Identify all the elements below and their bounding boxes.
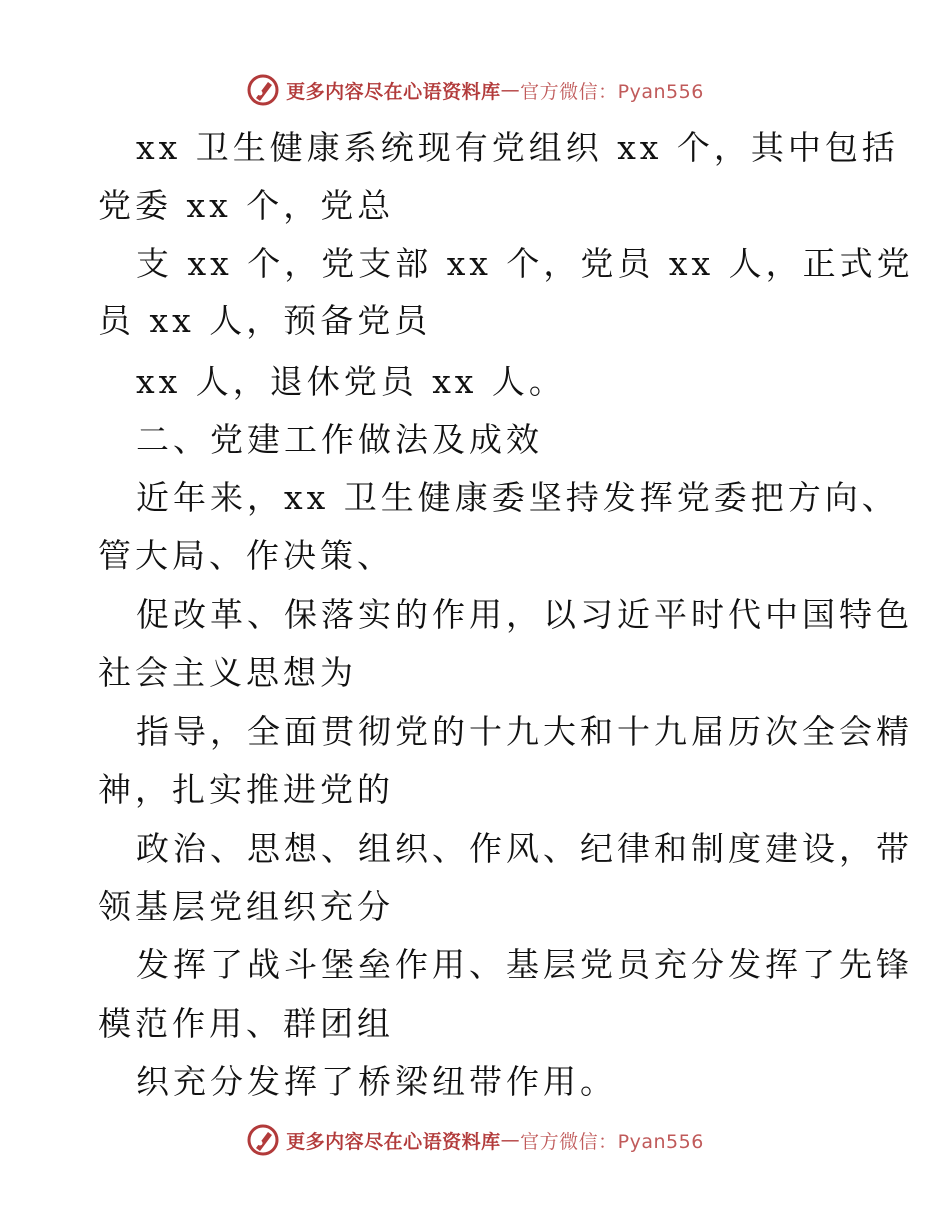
text-line: 政治、思想、组织、作风、纪律和制度建设，带	[136, 829, 913, 868]
header-watermark	[0, 72, 950, 108]
footer-watermark	[0, 1122, 950, 1158]
watermark-separator: —	[500, 1129, 521, 1151]
text-line: 支 xx 个，党支部 xx 个，党员 xx 人，正式党	[136, 244, 914, 283]
text-line: 管大局、作决策、	[98, 536, 394, 575]
watermark-main-text: 更多内容尽在心语资料库	[286, 1130, 501, 1153]
pen-logo-icon	[246, 1123, 280, 1157]
watermark-contact: 官方微信：Pyan556	[520, 80, 704, 103]
watermark-separator: —	[500, 79, 521, 101]
text-line: 领基层党组织充分	[98, 887, 394, 926]
text-line: xx 卫生健康系统现有党组织 xx 个，其中包括	[136, 128, 899, 167]
text-line: xx 人，退休党员 xx 人。	[136, 362, 566, 401]
watermark-contact: 官方微信：Pyan556	[520, 1130, 704, 1153]
text-line: 党委 xx 个，党总	[98, 186, 395, 225]
text-line: 指导，全面贯彻党的十九大和十九届历次全会精	[136, 712, 913, 751]
text-line: 促改革、保落实的作用，以习近平时代中国特色	[136, 595, 913, 634]
text-line: 近年来，xx 卫生健康委坚持发挥党委把方向、	[136, 478, 899, 517]
section-heading: 二、党建工作做法及成效	[136, 420, 543, 459]
text-line: 织充分发挥了桥梁纽带作用。	[136, 1062, 617, 1101]
text-line: 神，扎实推进党的	[98, 770, 394, 809]
text-line: 员 xx 人，预备党员	[98, 301, 432, 340]
text-line: 模范作用、群团组	[98, 1004, 394, 1043]
watermark-main-text: 更多内容尽在心语资料库	[286, 80, 501, 103]
pen-logo-icon	[246, 73, 280, 107]
text-line: 发挥了战斗堡垒作用、基层党员充分发挥了先锋	[136, 945, 913, 984]
text-line: 社会主义思想为	[98, 653, 357, 692]
